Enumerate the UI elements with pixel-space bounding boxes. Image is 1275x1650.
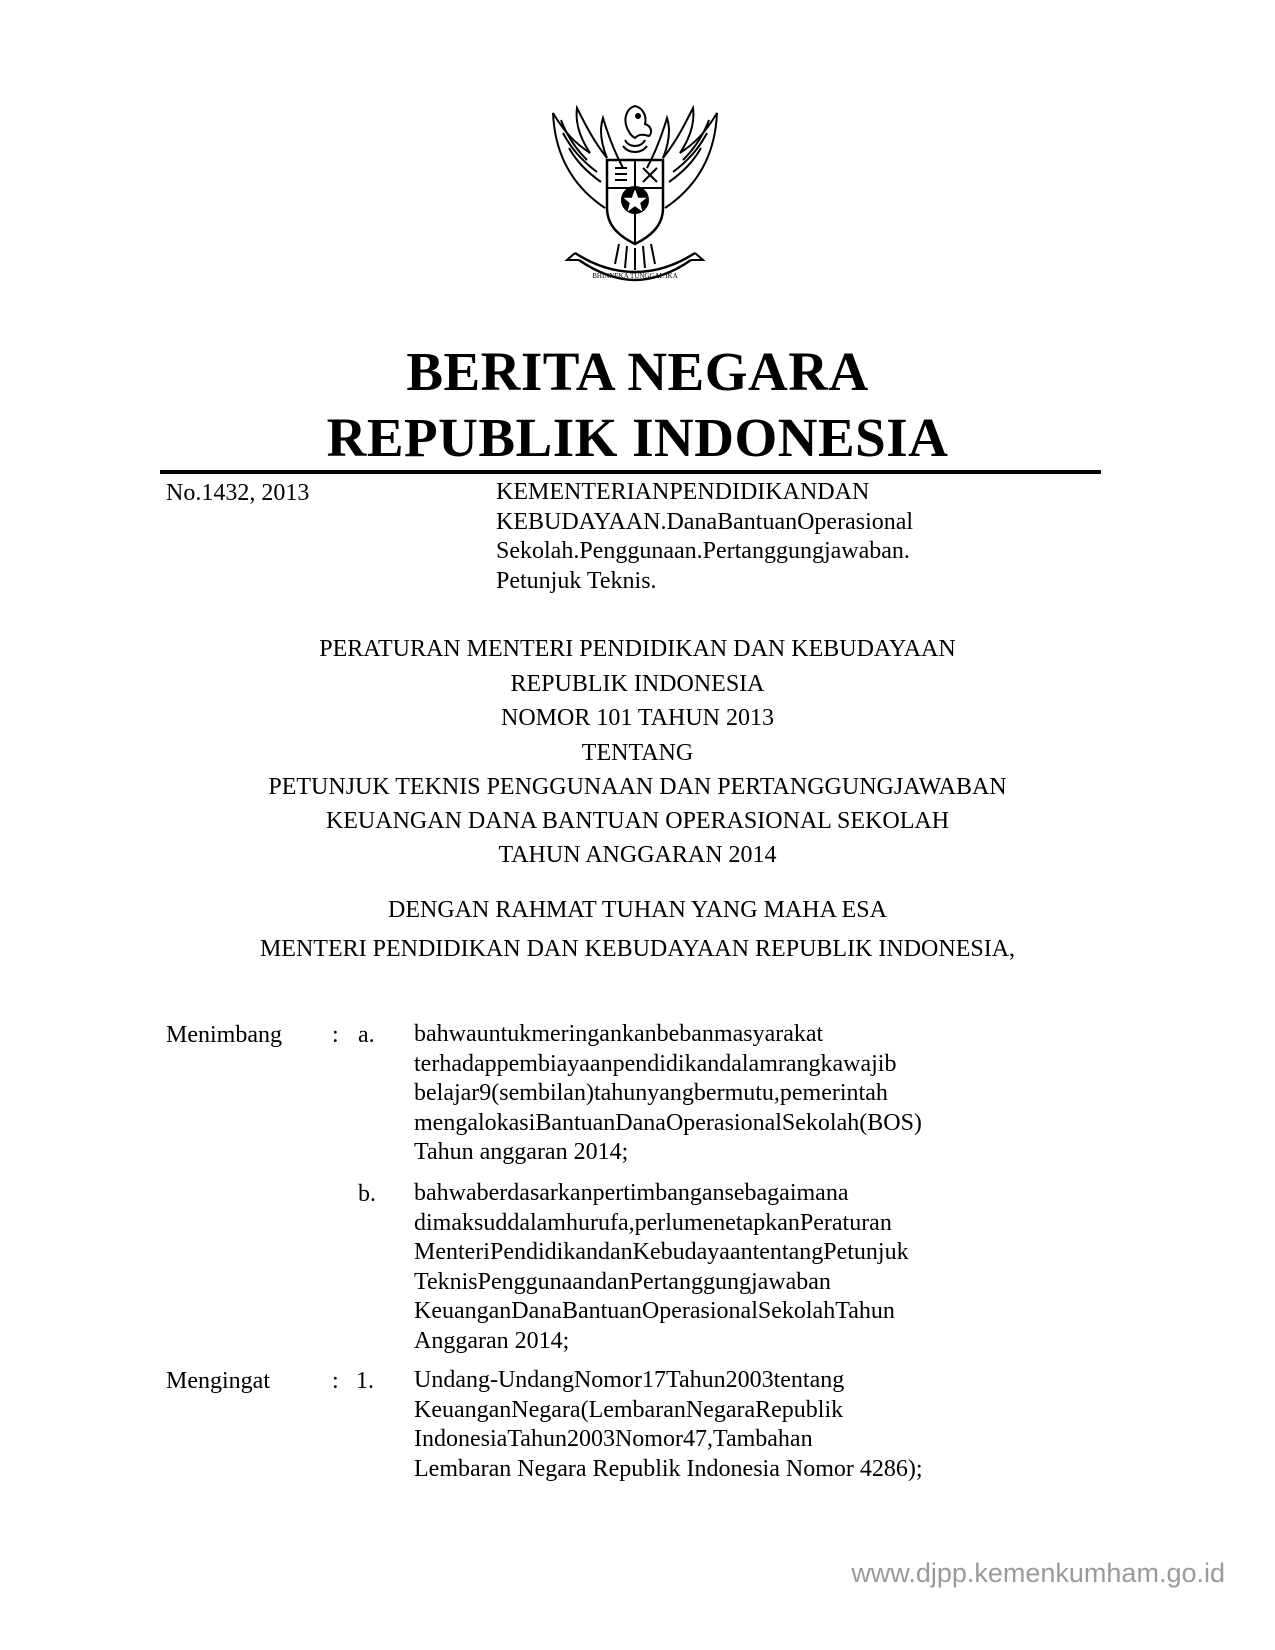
mengingat-colon: :: [332, 1368, 339, 1394]
subject-line: KEBUDAYAAN.DanaBantuanOperasional: [496, 508, 914, 535]
subject-line: Sekolah.Penggunaan.Pertanggungjawaban.: [496, 538, 910, 564]
regulation-subject-line: TAHUN ANGGARAN 2014: [498, 842, 777, 868]
paragraph-line: KeuanganNegara(LembaranNegaraRepublik: [414, 1396, 844, 1423]
mengingat-label: Mengingat: [166, 1368, 270, 1394]
regulation-subject-line: PETUNJUK TEKNIS PENGGUNAAN DAN PERTANGGUNGJAWABAN: [268, 774, 1007, 800]
item-marker: b.: [358, 1181, 376, 1207]
paragraph-line: MenteriPendidikandanKebudayaantentangPetunjuk: [414, 1239, 909, 1265]
gazette-title-line2: REPUBLIK INDONESIA: [326, 407, 949, 468]
paragraph-line: Undang-UndangNomor17Tahun2003tentang: [414, 1367, 845, 1393]
subject-line: Petunjuk Teknis.: [496, 567, 657, 594]
mengingat-item-1: [414, 1366, 1101, 1484]
paragraph-line: TeknisPenggunaandanPertanggungjawaban: [414, 1268, 831, 1295]
menimbang-item-a: [414, 1020, 1101, 1168]
preamble-line: MENTERI PENDIDIKAN DAN KEBUDAYAAN REPUBLIK INDONESIA,: [259, 936, 1016, 962]
paragraph-line: mengalokasiBantuanDanaOperasionalSekolah(BOS): [414, 1109, 922, 1136]
regulation-subject-line: KEUANGAN DANA BANTUAN OPERASIONAL SEKOLAH: [325, 808, 950, 834]
gazette-number: No.1432, 2013: [166, 480, 310, 506]
regulation-title-line: REPUBLIK INDONESIA: [510, 671, 765, 697]
paragraph-line: bahwauntukmeringankanbebanmasyarakat: [414, 1021, 824, 1047]
menimbang-item-b: [414, 1179, 1101, 1356]
svg-text:BHINNEKA TUNGGAL IKA: BHINNEKA TUNGGAL IKA: [592, 272, 678, 280]
menimbang-colon: :: [332, 1022, 339, 1048]
garuda-emblem-icon: [535, 88, 735, 288]
gazette-subject: [496, 478, 1100, 596]
preamble-line: DENGAN RAHMAT TUHAN YANG MAHA ESA: [388, 897, 887, 923]
gazette-title-line1: BERITA NEGARA: [406, 341, 869, 402]
paragraph-line: bahwaberdasarkanpertimbangansebagaimana: [414, 1180, 849, 1206]
paragraph-line: Lembaran Negara Republik Indonesia Nomor 4286);: [414, 1455, 923, 1482]
paragraph-line: Tahun anggaran 2014;: [414, 1139, 629, 1165]
paragraph-line: terhadappembiayaanpendidikandalamrangkawajib: [414, 1050, 897, 1077]
regulation-number: NOMOR 101 TAHUN 2013: [501, 705, 774, 731]
item-marker: 1.: [356, 1368, 374, 1394]
subject-line: KEMENTERIANPENDIDIKANDAN: [496, 479, 870, 505]
source-watermark: www.djpp.kemenkumham.go.id: [851, 1558, 1225, 1588]
header-divider: [160, 470, 1101, 474]
regulation-tentang: TENTANG: [581, 740, 694, 766]
paragraph-line: KeuanganDanaBantuanOperasionalSekolahTahun: [414, 1298, 895, 1324]
paragraph-line: IndonesiaTahun2003Nomor47,Tambahan: [414, 1426, 813, 1452]
paragraph-line: Anggaran 2014;: [414, 1327, 570, 1354]
menimbang-label: Menimbang: [166, 1022, 282, 1048]
item-marker: a.: [358, 1022, 375, 1048]
paragraph-line: belajar9(sembilan)tahunyangbermutu,pemerintah: [414, 1080, 888, 1106]
regulation-title-line: PERATURAN MENTERI PENDIDIKAN DAN KEBUDAYAAN: [319, 636, 956, 662]
paragraph-line: dimaksuddalamhurufa,perlumenetapkanPeraturan: [414, 1209, 892, 1236]
